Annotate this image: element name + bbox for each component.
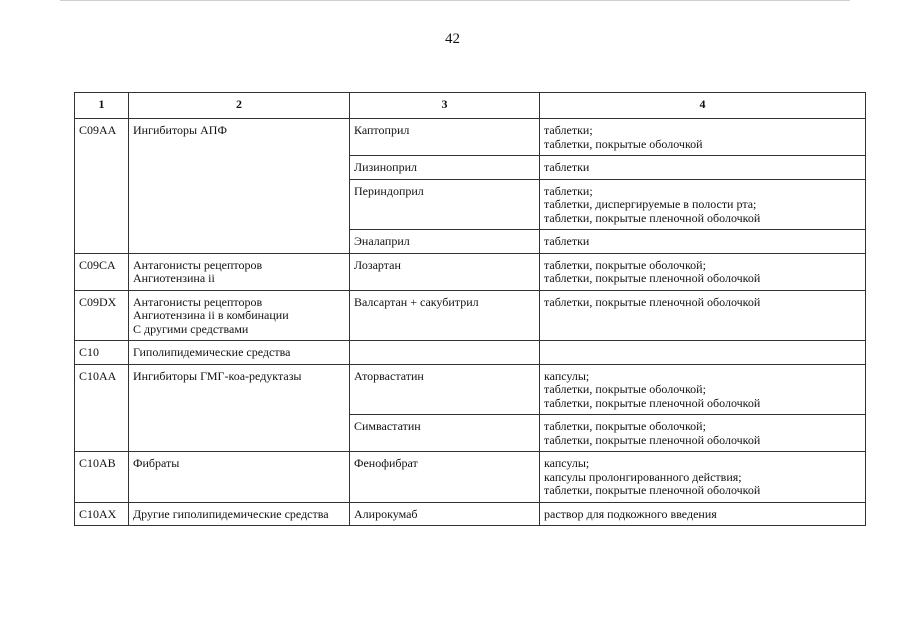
drug-name-cell	[350, 341, 540, 365]
drug-name-cell: Валсартан + сакубитрил	[350, 290, 540, 341]
drug-name-cell: Эналаприл	[350, 230, 540, 254]
dosage-form-line: таблетки, покрытые оболочкой;	[544, 257, 706, 272]
dosage-form-line: таблетки, покрытые оболочкой;	[544, 382, 706, 396]
medication-table	[74, 92, 866, 526]
drug-name-cell: Каптоприл	[350, 119, 540, 156]
dosage-form-line: капсулы;	[544, 456, 590, 470]
header-row	[75, 93, 866, 119]
atc-code-cell: C10AA	[75, 364, 129, 452]
column-header-3: 3	[350, 93, 540, 119]
drug-name-cell: Алирокумаб	[350, 502, 540, 526]
table-row	[75, 502, 866, 526]
group-name-cell	[129, 364, 350, 452]
group-name-line: Ингибиторы АПФ	[133, 123, 227, 137]
page-top-rule	[60, 0, 850, 1]
dosage-form-line: таблетки, покрытые пленочной оболочкой	[544, 483, 761, 497]
dosage-forms-cell	[540, 119, 866, 156]
drug-name-cell: Лозартан	[350, 253, 540, 290]
dosage-form-line: раствор для подкожного введения	[544, 506, 717, 521]
table-row	[75, 119, 866, 156]
group-name-cell	[129, 502, 350, 526]
group-name-line: Ангиотензина ii в комбинации	[133, 308, 289, 322]
dosage-form-line: таблетки;	[544, 183, 593, 198]
atc-code-cell: C10AX	[75, 502, 129, 526]
dosage-forms-cell	[540, 415, 866, 452]
group-name-line: Ангиотензина ii	[133, 271, 215, 285]
dosage-forms-cell	[540, 502, 866, 526]
dosage-form-line: таблетки, покрытые оболочкой	[544, 136, 703, 151]
dosage-form-line: капсулы;	[544, 368, 590, 383]
group-name-line: Гиполипидемические средства	[133, 345, 291, 359]
group-name-cell	[129, 341, 350, 365]
table-body	[75, 119, 866, 526]
atc-code-cell: C09AA	[75, 119, 129, 254]
table-row	[75, 364, 866, 415]
dosage-forms-cell	[540, 230, 866, 254]
group-name-line: С другими средствами	[133, 321, 249, 336]
table-row	[75, 341, 866, 365]
atc-code-cell: C09DX	[75, 290, 129, 341]
dosage-forms-cell	[540, 290, 866, 341]
group-name-cell	[129, 253, 350, 290]
dosage-form-line: таблетки, покрытые пленочной оболочкой	[544, 294, 761, 309]
dosage-form-line: таблетки;	[544, 123, 593, 137]
dosage-form-line: таблетки, покрытые пленочной оболочкой	[544, 395, 761, 410]
table-header	[75, 93, 866, 119]
dosage-form-line: таблетки, покрытые пленочной оболочкой	[544, 210, 761, 225]
group-name-line: Другие гиполипидемические средства	[133, 506, 329, 521]
group-name-cell	[129, 290, 350, 341]
drug-name-cell: Периндоприл	[350, 179, 540, 230]
dosage-form-line: таблетки	[544, 234, 590, 248]
dosage-forms-cell	[540, 364, 866, 415]
dosage-forms-cell	[540, 156, 866, 180]
page-number: 42	[445, 31, 460, 47]
atc-code-cell: C09CA	[75, 253, 129, 290]
group-name-line: Ингибиторы ГМГ-коа-редуктазы	[133, 368, 302, 383]
column-header-1: 1	[75, 93, 129, 119]
dosage-form-line: таблетки, покрытые пленочной оболочкой	[544, 432, 761, 447]
group-name-line: Антагонисты рецепторов	[133, 257, 263, 272]
dosage-forms-cell	[540, 253, 866, 290]
dosage-form-line: капсулы пролонгированного действия;	[544, 469, 742, 484]
dosage-form-line: таблетки, диспергируемые в полости рта;	[544, 197, 757, 211]
dosage-forms-cell	[540, 179, 866, 230]
atc-code-cell: C10AB	[75, 452, 129, 503]
table-row	[75, 452, 866, 503]
dosage-form-line: таблетки	[544, 160, 590, 174]
dosage-form-line: таблетки, покрытые пленочной оболочкой	[544, 271, 761, 285]
column-header-2: 2	[129, 93, 350, 119]
column-header-4: 4	[540, 93, 866, 119]
dosage-forms-cell	[540, 452, 866, 503]
dosage-form-line: таблетки, покрытые оболочкой;	[544, 419, 706, 433]
group-name-cell	[129, 452, 350, 503]
dosage-forms-cell	[540, 341, 866, 365]
drug-name-cell: Фенофибрат	[350, 452, 540, 503]
atc-code-cell: C10	[75, 341, 129, 365]
group-name-cell	[129, 119, 350, 254]
table-row	[75, 290, 866, 341]
group-name-line: Антагонисты рецепторов	[133, 294, 263, 309]
drug-name-cell: Аторвастатин	[350, 364, 540, 415]
drug-name-cell: Симвастатин	[350, 415, 540, 452]
drug-name-cell: Лизиноприл	[350, 156, 540, 180]
group-name-line: Фибраты	[133, 456, 180, 470]
table-row	[75, 253, 866, 290]
